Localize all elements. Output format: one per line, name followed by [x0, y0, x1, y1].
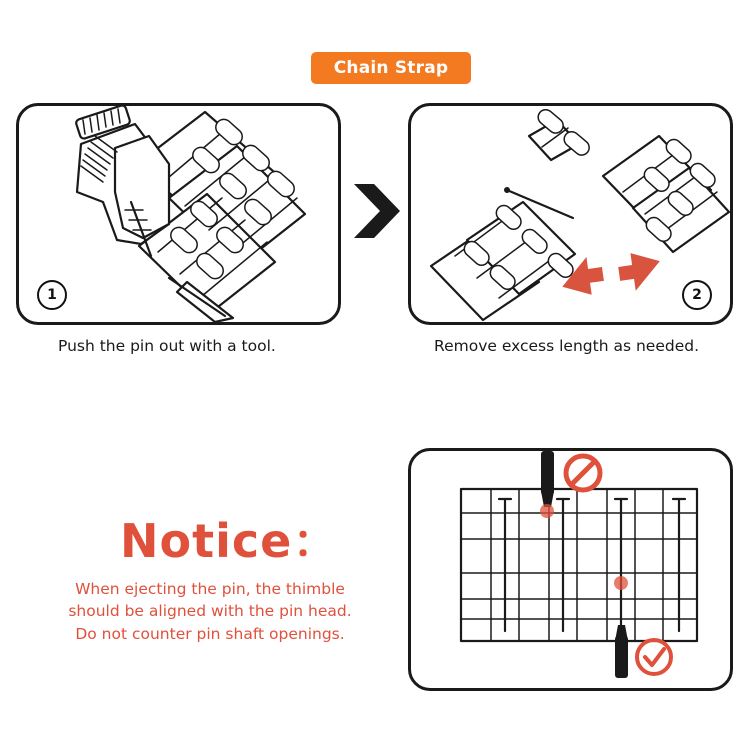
no-entry-sign-icon [566, 456, 600, 490]
notice-line-1: When ejecting the pin, the thimble [75, 580, 345, 598]
title-badge-label: Chain Strap [333, 58, 449, 78]
removed-link [529, 107, 592, 160]
step-1-illustration [19, 106, 338, 322]
title-badge [311, 52, 471, 84]
notice-illustration [411, 451, 730, 688]
band-cross-section [461, 489, 697, 641]
step-2-number: 2 [682, 280, 712, 310]
step-2-panel [408, 103, 733, 325]
step-1-caption: Push the pin out with a tool. [58, 337, 276, 355]
flow-arrow-icon [350, 182, 402, 240]
notice-line-3: Do not counter pin shaft openings. [75, 624, 345, 643]
notice-title: Notice： [120, 514, 340, 568]
notice-line-2: should be aligned with the pin head. [68, 602, 352, 621]
notice-panel [408, 448, 733, 691]
check-mark-circle-icon [637, 640, 671, 674]
band-segment-left [431, 202, 576, 320]
thimble-wrong-position [540, 451, 554, 518]
step-1-panel [16, 103, 341, 325]
notice-body [24, 578, 396, 645]
step-1-number: 1 [37, 280, 67, 310]
step-2-caption: Remove excess length as needed. [434, 337, 699, 355]
band-segment-right [603, 136, 729, 252]
join-direction-arrows [559, 249, 664, 298]
